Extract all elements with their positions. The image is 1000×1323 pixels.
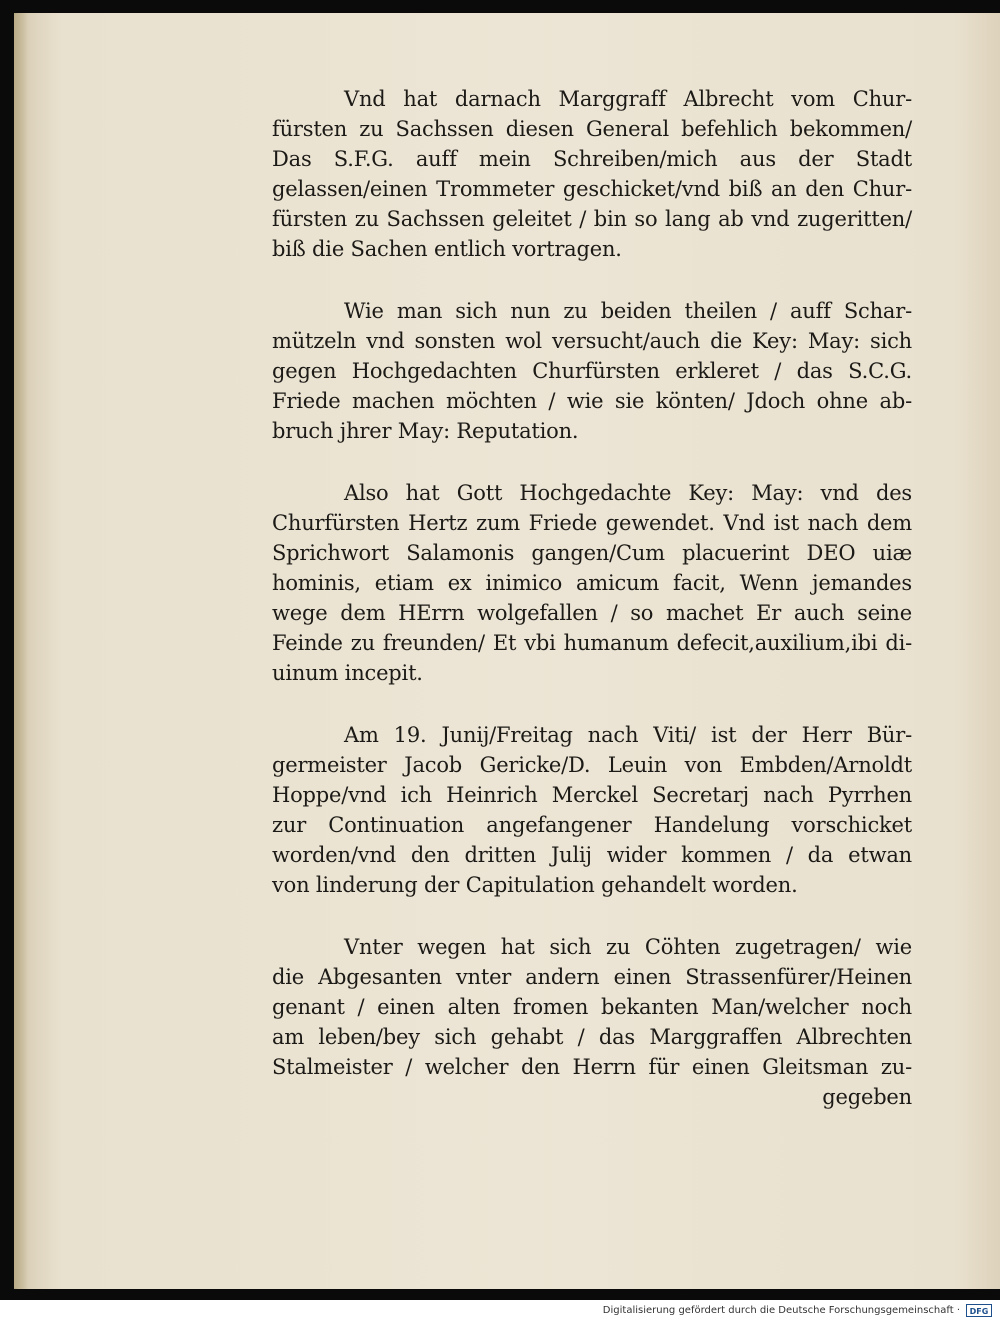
text-line: zur Continuation angefangener Handelung vorschicket (272, 813, 912, 837)
text-line: Das S.F.G. auff mein Schreiben/mich aus der Stadt (272, 147, 912, 171)
page-text (272, 84, 912, 1112)
text-line: bruch jhrer May: Reputation. (272, 419, 579, 443)
text-line: wege dem HErrn wolgefallen / so machet Er auch seine (272, 601, 912, 625)
text-line: am leben/bey sich gehabt / das Marggraffen Albrechten (272, 1025, 912, 1049)
text-line: Vnd hat darnach Marggraff Albrecht vom Chur- (344, 87, 912, 111)
paragraph-3 (272, 478, 912, 688)
text-line: Feinde zu freunden/ Et vbi humanum defecit,auxilium,ibi di- (272, 631, 912, 655)
text-line: Sprichwort Salamonis gangen/Cum placuerint DEO uiæ (272, 541, 912, 565)
text-line: gegen Hochgedachten Churfürsten erkleret / das S.C.G. (272, 359, 912, 383)
text-line: Hoppe/vnd ich Heinrich Merckel Secretarj nach Pyrrhen (272, 783, 912, 807)
text-line: gelassen/einen Trommeter geschicket/vnd biß an den Chur- (272, 177, 912, 201)
text-line: Friede machen möchten / wie sie könten/ Jdoch ohne ab- (272, 389, 912, 413)
text-line: Vnter wegen hat sich zu Cöhten zugetragen/ wie (344, 935, 912, 959)
text-line: worden/vnd den dritten Julij wider kommen / da etwan (272, 843, 912, 867)
text-line: germeister Jacob Gericke/D. Leuin von Embden/Arnoldt (272, 753, 912, 777)
text-line: genant / einen alten fromen bekanten Man/welcher noch (272, 995, 912, 1019)
funding-credit[interactable]: Digitalisierung gefördert durch die Deutsche Forschungsgemeinschaft · (602, 1305, 960, 1316)
text-line: fürsten zu Sachssen geleitet / bin so lang ab vnd zugeritten/ (272, 207, 912, 231)
page-edge-shadow (14, 13, 28, 1289)
text-line: fürsten zu Sachssen diesen General befehlich bekommen/ (272, 117, 912, 141)
dfg-logo[interactable]: DFG (966, 1304, 992, 1317)
text-line: biß die Sachen entlich vortragen. (272, 237, 622, 261)
text-line: Also hat Gott Hochgedachte Key: May: vnd des (344, 481, 912, 505)
text-line: die Abgesanten vnter andern einen Strassenfürer/Heinen (272, 965, 912, 989)
text-line: Stalmeister / welcher den Herrn für einen Gleitsman zu- (272, 1055, 912, 1079)
text-line: uinum incepit. (272, 661, 423, 685)
paragraph-1 (272, 84, 912, 264)
text-line: hominis, etiam ex inimico amicum facit, Wenn jemandes (272, 571, 912, 595)
footer-bar (0, 1300, 1000, 1323)
text-line: Wie man sich nun zu beiden theilen / auff Schar- (344, 299, 912, 323)
text-line: Churfürsten Hertz zum Friede gewendet. Vnd ist nach dem (272, 511, 912, 535)
text-line: Am 19. Junij/Freitag nach Viti/ ist der Herr Bür- (344, 723, 912, 747)
paragraph-2 (272, 296, 912, 446)
catchword: gegeben (822, 1085, 912, 1109)
text-line: von linderung der Capitulation gehandelt worden. (272, 873, 798, 897)
paragraph-4 (272, 720, 912, 900)
text-line: mützeln vnd sonsten wol versucht/auch die Key: May: sich (272, 329, 912, 353)
paragraph-5 (272, 932, 912, 1112)
